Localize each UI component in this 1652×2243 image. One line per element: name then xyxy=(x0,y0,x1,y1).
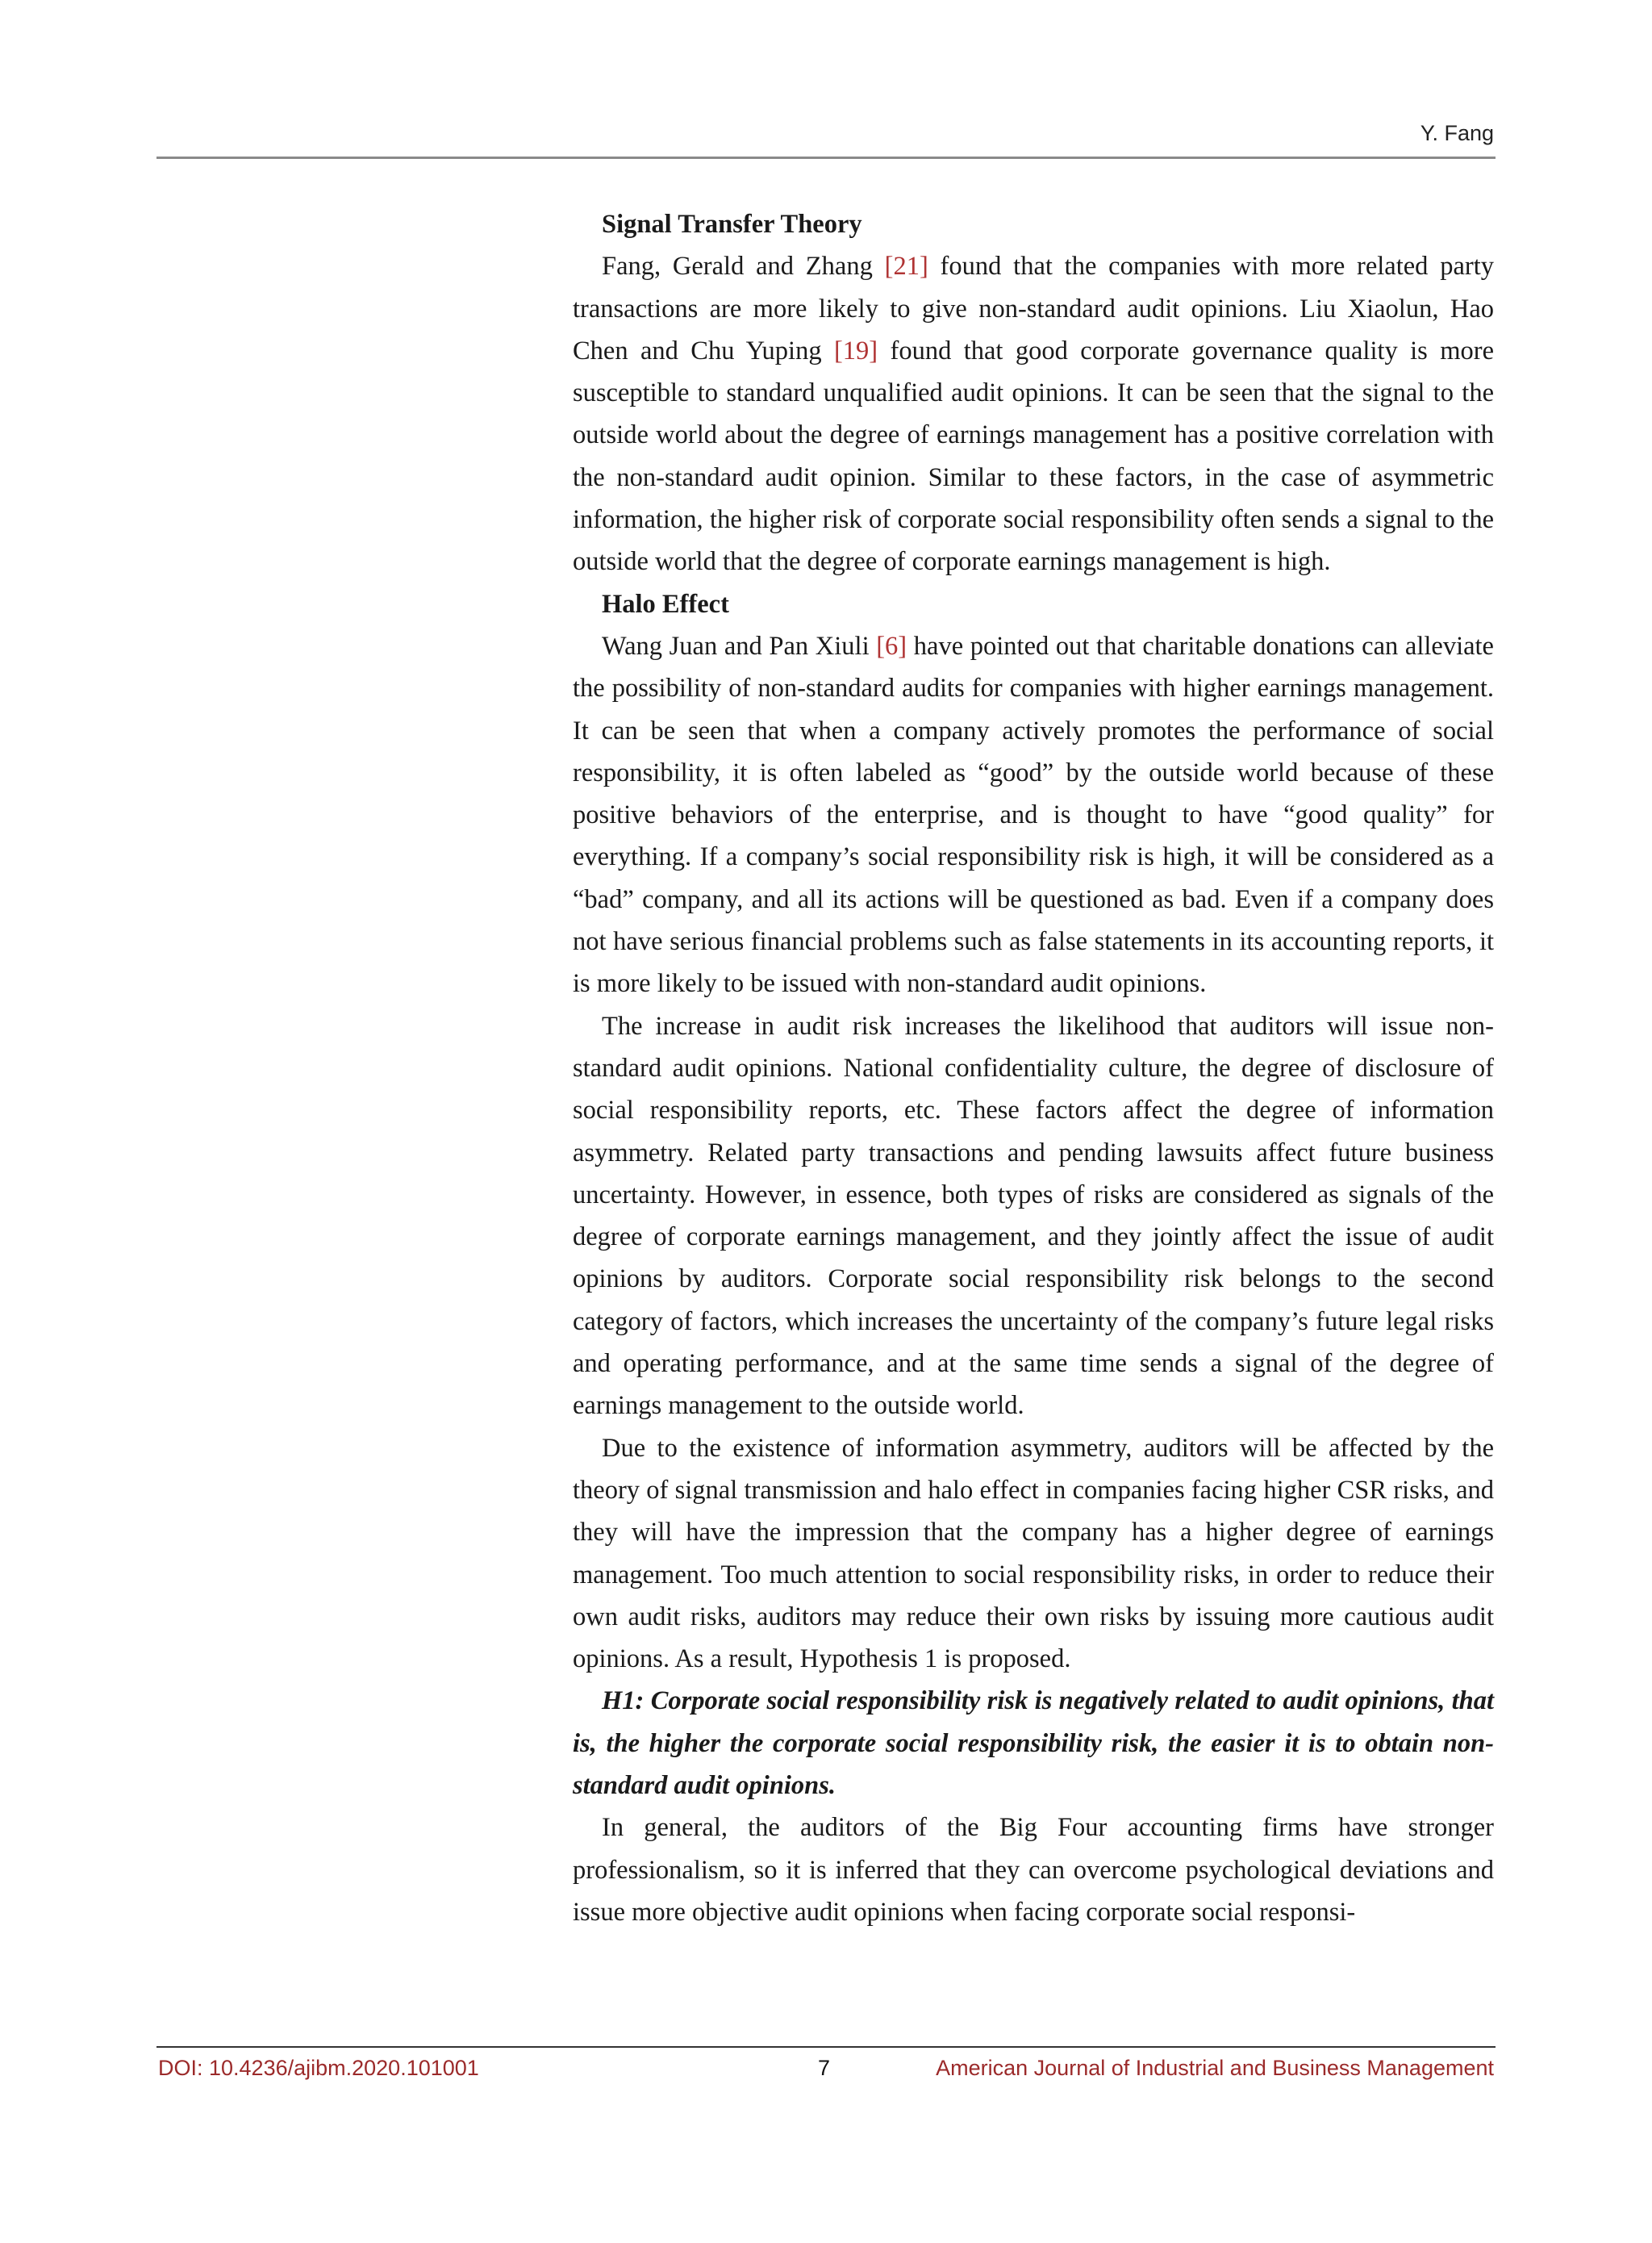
section-heading-signal-transfer: Signal Transfer Theory xyxy=(602,210,862,239)
header-divider xyxy=(156,157,1496,159)
page-footer xyxy=(158,2056,1494,2088)
paragraph: The increase in audit risk increases the likelihood that auditors will issue non-standard audit opinions. National confidentiality culture, the degree of disclosure of social responsibility reports, etc. These factors affect the degree of information asymmetry. Related party transactions and pending lawsuits affect future business uncertainty. However, in essence, both types of risks are considered as signals of the degree of corporate earnings management, and they jointly affect the issue of audit opinions by auditors. Corporate social responsibility risk belongs to the second category of factors, which increases the uncertainty of the company’s future legal risks and operating performance, and at the same time sends a signal of the degree of earnings management to the outside world. xyxy=(573,1011,1494,1421)
footer-divider xyxy=(156,2046,1496,2048)
hypothesis-text: Corporate social responsibility risk is negatively related to audit opinions, that is, the higher the corporate social responsibility risk, the easier it is to obtain non-standard audit opinions. xyxy=(573,1686,1494,1800)
doi-link[interactable]: DOI: 10.4236/ajibm.2020.101001 xyxy=(158,2056,479,2080)
hypothesis-label: H xyxy=(602,1686,623,1716)
running-header-author: Y. Fang xyxy=(1420,121,1494,145)
paragraph xyxy=(573,625,1494,1005)
paragraph-text: Fang, Gerald and Zhang xyxy=(602,252,885,282)
citation-link[interactable]: [19] xyxy=(833,336,878,365)
paragraph: Due to the existence of information asymmetry, auditors will be affected by the theory of signal transmission and halo effect in companies facing higher CSR risks, and they will have the impression that the company has a higher degree of earnings management. Too much attention to social responsibility risks, in order to reduce their own audit risks, auditors may reduce their own risks by issuing more cautious audit opinions. As a result, Hypothesis 1 is proposed. xyxy=(573,1433,1494,1674)
paragraph xyxy=(573,245,1494,583)
section-heading-halo-effect: Halo Effect xyxy=(602,589,729,619)
article-body xyxy=(573,203,1494,1933)
paragraph-text: have pointed out that charitable donations can alleviate the possibility of non-standard audits for companies with higher earnings management. It can be seen that when a company actively promotes the performance of social responsibility, it is often labeled as “good” by the outside world because of these positive behaviors of the enterprise, and is thought to have “good quality” for everything. If a company’s social responsibility risk is high, it will be considered as a “bad” company, and all its actions will be questioned as bad. Even if a company does not have serious financial problems such as false statements in its accounting reports, it is more likely to be issued with non-standard audit opinions. xyxy=(573,631,1494,999)
citation-link[interactable]: [6] xyxy=(876,631,907,661)
hypothesis-number: 1 xyxy=(622,1686,636,1716)
citation-link[interactable]: [21] xyxy=(884,252,928,282)
page-number: 7 xyxy=(818,2056,831,2080)
paragraph-text: found that the companies with more related party transactions are more likely to give non-standard audit opinions. Liu Xiaolun, Hao Chen and Chu Yuping xyxy=(573,252,1494,365)
hypothesis-statement xyxy=(573,1680,1494,1807)
journal-name: American Journal of Industrial and Business Management xyxy=(936,2056,1494,2080)
paragraph-text: Wang Juan and Pan Xiuli xyxy=(602,631,877,661)
paragraph-text: found that good corporate governance quality is more susceptible to standard unqualified audit opinions. It can be seen that the signal to the outside world about the degree of earnings management has a positive correlation with the non-standard audit opinion. Similar to these factors, in the case of asymmetric information, the higher risk of corporate social responsibility often sends a signal to the outside world that the degree of corporate earnings management is high. xyxy=(573,336,1494,577)
hypothesis-colon: : xyxy=(635,1686,651,1716)
paragraph: In general, the auditors of the Big Four accounting firms have stronger professionalism, so it is inferred that they can overcome psychological deviations and issue more objective audit opinions when facing corporate social responsi- xyxy=(573,1813,1494,1927)
